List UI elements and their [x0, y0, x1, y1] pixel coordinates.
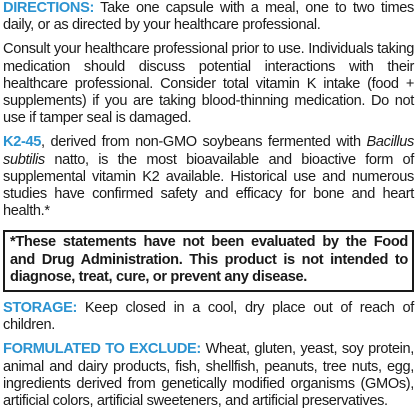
exclusions-heading: FORMULATED TO EXCLUDE: — [3, 341, 201, 358]
exclusions-text: Wheat, gluten, yeast, soy protein, animal and dairy products, fish, shellfish, peanuts, tree nuts, egg, ingredients derived from genetically modified organisms (GMOs), artificial colors, artificial sweeteners, and artificial preservatives. — [3, 341, 414, 409]
k2-organism: Bacillus subtilis — [3, 134, 414, 168]
k2-text-before: , derived from non-GMO soybeans fermented with — [41, 134, 367, 151]
fda-disclaimer-text: *These statements have not been evaluated by the Food and Drug Administration. This product is not intended to diagnose, treat, cure, or prevent any disease. — [10, 234, 408, 286]
storage-text: Keep closed in a cool, dry place out of reach of children. — [3, 299, 414, 334]
k2-text-after: natto, is the most bioavailable and bioactive form of supplemental vitamin K2 available. Historical use and numerous studies have confirmed safety and efficacy for bone and heart health.* — [3, 151, 414, 220]
directions-text: Take one capsule with a meal, one to two times daily, or as directed by your healthcare professional. — [3, 0, 414, 34]
storage-paragraph — [3, 300, 414, 334]
fda-disclaimer-box — [3, 230, 414, 292]
storage-heading: STORAGE: — [3, 299, 77, 316]
k2-paragraph — [3, 134, 414, 220]
caution-text: Consult your healthcare professional prior to use. Individuals taking medication should discuss potential interactions with their healthcare professional. Consider total vitamin K intake (food + supplements) if you are taking blood-thinning medication. Do not use if tamper seal is damaged. — [3, 41, 414, 127]
exclusions-paragraph — [3, 341, 414, 410]
k2-heading: K2-45 — [3, 134, 41, 151]
directions-paragraph — [3, 0, 414, 34]
directions-heading: DIRECTIONS: — [3, 0, 95, 16]
caution-paragraph — [3, 41, 414, 127]
